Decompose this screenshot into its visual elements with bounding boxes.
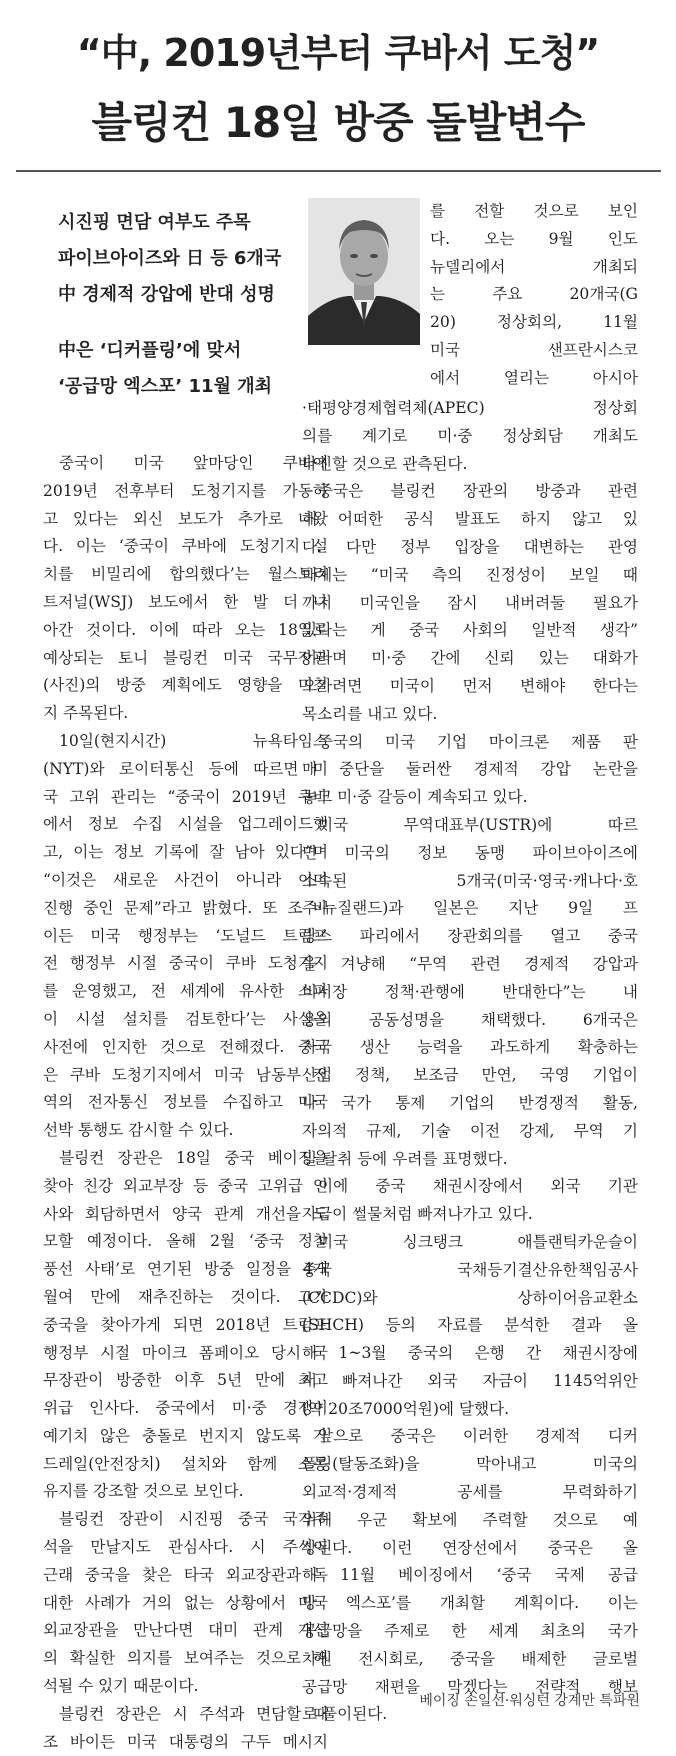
subheadline: 파이브아이즈와 日 등 6개국: [58, 248, 282, 269]
text-line: 블링컨 장관이 시진핑 중국 국가주: [59, 1510, 328, 1529]
text-line: 놓고 미·중 갈등이 계속되고 있다.: [302, 788, 528, 807]
text-line: 진행 중인 문제”라고 밝혔다. 또 조 바: [43, 898, 328, 917]
article-column-right-top: [430, 198, 638, 393]
text-line: 를 전할 것으로 보인: [430, 202, 638, 220]
text-line: 예기치 않은 충돌로 번지지 않도록 가: [43, 1426, 328, 1445]
text-line: 이에 중국 채권시장에서 외국 기관: [318, 1177, 638, 1196]
text-line: “이것은 새로운 사건이 아니라 이미: [43, 870, 328, 889]
text-line: 예상되는 토니 블링컨 미국 국무장관: [43, 648, 328, 667]
article-column-left: [43, 450, 328, 1756]
text-line: 자국 생산 능력을 과도하게 확충하는: [302, 1038, 638, 1057]
text-line: 를 운영했고, 전 세계에 유사한 스파: [43, 982, 328, 1001]
text-line: 국 고위 관리는 “중국이 2019년 쿠바: [43, 787, 328, 806]
text-line: 는 주요 20개국(G: [430, 285, 638, 304]
text-line: 중국의 미국 기업 마이크론 제품 판: [318, 732, 638, 751]
text-line: 조 바이든 미국 대통령의 구두 메시지: [43, 1732, 328, 1751]
text-line: 10일(현지시간) 뉴욕타임스: [59, 731, 328, 750]
text-line: 나 국가 통제 기업의 반경쟁적 활동,: [302, 1093, 638, 1112]
text-line: 사전에 인지한 것으로 전해졌다. 중국: [43, 1037, 328, 1056]
text-line: 근래 중국을 찾은 타국 외교장관과 독: [43, 1565, 328, 1584]
text-line: 고 있다는 외신 보도가 추가로 나왔: [43, 509, 328, 528]
text-line: 월여 만에 재추진하는 것이다. 그가: [43, 1287, 328, 1306]
text-line: 의 확실한 의지를 보여주는 것으로 해: [43, 1649, 328, 1668]
text-line: 대한 사례가 거의 없는 상황에서 미국: [43, 1593, 328, 1612]
text-line: 행정부 시절 마이크 폼페이오 당시 국: [43, 1343, 328, 1362]
byline: 베이징 손일선·워싱턴 강계만 특파원: [419, 1693, 640, 1709]
subheadline: 中은 ‘디커플링’에 맞서: [58, 340, 242, 361]
text-line: 외교장관을 만난다면 대미 관계 개선: [43, 1621, 328, 1640]
text-line: 석을 만날지도 관심사다. 시 주석이: [43, 1538, 328, 1557]
text-line: 매체는 “미국 측의 진정성이 보일 때: [302, 565, 638, 584]
text-line: 드레일(안전장치) 설치와 함께 소통: [43, 1454, 328, 1473]
portrait-photo-icon: [308, 198, 420, 345]
text-line: 다. 오는 9월 인도: [430, 229, 638, 248]
headline-line-1: “中, 2019년부터 쿠바서 도청”: [76, 31, 600, 75]
text-line: ·태평양경제협력체(APEC) 정상회: [302, 399, 638, 417]
text-line: 밀 탈취 등에 우려를 표명했다.: [302, 1149, 508, 1168]
text-line: 오가려면 미국이 먼저 변해야 한다는: [302, 676, 638, 695]
text-line: 블링컨 장관은 시 주석과 면담할 때: [59, 1704, 328, 1723]
text-line: 전 행정부 시절 중국이 쿠바 도청기지: [43, 954, 328, 973]
text-line: 무장관이 방중한 이후 5년 만에 최고: [43, 1371, 328, 1390]
text-line: 미국 무역대표부(USTR)에 따르: [318, 815, 638, 834]
text-line: 미국 싱크탱크 애틀랜틱카운슬이: [318, 1232, 638, 1251]
subheadline: 시진핑 면담 여부도 주목: [58, 212, 251, 233]
portrait-photo: [308, 198, 420, 345]
text-line: 주·뉴질랜드)과 일본은 지난 9일 프: [302, 899, 638, 918]
text-line: 석될 수 있기 때문이다.: [43, 1677, 199, 1696]
text-line: 의를 계기로 미·중 정상회담 개최도: [302, 426, 638, 445]
text-line: 목소리를 내고 있다.: [302, 704, 438, 723]
text-line: (NYT)와 로이터통신 등에 따르면 미: [43, 759, 328, 778]
text-line: (CCDC)와 상하이어음교환소: [302, 1288, 638, 1307]
article-column-right: [302, 395, 638, 1729]
text-line: 에서 정보 수집 시설을 업그레이드했: [43, 815, 328, 834]
text-line: 찾아 친강 외교부장 등 중국 고위급 인: [43, 1176, 328, 1195]
text-line: 블링컨 장관은 18일 중국 베이징을: [59, 1148, 328, 1167]
text-line: 비시장 정책·관행에 반대한다”는 내: [302, 982, 638, 1001]
text-line: 용의 공동성명을 채택했다. 6개국은: [302, 1010, 638, 1029]
text-line: 차원 전시회로, 중국을 배제한 글로벌: [302, 1649, 638, 1668]
text-line: 상된다. 이런 연장선에서 중국은 올: [302, 1538, 638, 1557]
headline-divider: [16, 170, 661, 172]
text-line: 중국이 미국 앞마당인 쿠바에: [59, 454, 328, 472]
text-line: 자의적 규제, 기술 이전 강제, 무역 기: [302, 1121, 638, 1140]
text-line: 모할 예정이다. 올해 2월 ‘중국 정찰: [43, 1232, 328, 1251]
text-line: 유지를 강조할 것으로 보인다.: [43, 1482, 244, 1501]
text-line: 위급 인사다. 중국에서 미·중 경쟁이: [43, 1399, 328, 1418]
text-line: 중국 국채등기결산유한책임공사: [302, 1260, 638, 1279]
text-line: 다. 다만 정부 입장을 대변하는 관영: [302, 537, 638, 556]
text-line: 트저널(WSJ) 보도에서 한 발 더 나: [43, 592, 328, 611]
text-line: 매 중단을 둘러싼 경제적 강압 논란을: [302, 760, 638, 779]
text-line: 해 어떠한 공식 발표도 하지 않고 있: [302, 510, 638, 529]
text-line: 타진할 것으로 관측된다.: [302, 454, 468, 473]
subheadline: ‘공급망 엑스포’ 11월 개최: [58, 376, 273, 397]
text-line: 까지 미국인을 잠시 내버려둘 필요가: [302, 593, 638, 612]
text-line: 산업 정책, 보조금 만연, 국영 기업이: [302, 1066, 638, 1085]
text-line: 앞으로 중국은 이러한 경제적 디커: [318, 1427, 638, 1446]
text-line: 로 풀이된다.: [302, 1705, 388, 1724]
text-line: 이 시설 설치를 검토한다’는 사실을: [43, 1009, 328, 1028]
text-line: 사와 회담하면서 양국 관계 개선을 도: [43, 1204, 328, 1223]
text-line: 외교적·경제적 공세를 무력화하기: [302, 1483, 638, 1502]
text-line: 망 엑스포’를 개최할 계획이다. 이는: [302, 1594, 638, 1613]
headline-line-2: 블링컨 18일 방중 돌발변수: [91, 98, 585, 147]
text-line: 이든 미국 행정부는 ‘도널드 트럼프: [43, 926, 328, 945]
text-line: 은 쿠바 도청기지에서 미국 남동부 전: [43, 1065, 328, 1084]
subheadline-block: [58, 205, 318, 405]
text-line: 고, 이는 정보 기록에 잘 남아 있다”며: [43, 843, 328, 862]
text-line: 면 미국의 정보 동맹 파이브아이즈에: [302, 843, 638, 862]
text-line: 선박 통행도 감시할 수 있다.: [43, 1121, 234, 1140]
text-line: 중국은 블링컨 장관의 방중과 관련: [318, 482, 638, 501]
text-line: (약 20조7000억원)에 달했다.: [302, 1399, 510, 1418]
text-line: 역의 전자통신 정보를 수집하고 미국: [43, 1093, 328, 1112]
text-line: 에서 열리는 아시아: [430, 368, 638, 387]
text-line: 서 빠져나간 외국 자금이 1145억위안: [302, 1371, 638, 1390]
text-line: 풍선 사태’로 연기된 방중 일정을 4개: [43, 1260, 328, 1279]
text-line: 공급망을 주제로 한 세계 최초의 국가: [302, 1622, 638, 1641]
text-line: 있다는 게 중국 사회의 일반적 생각”: [302, 621, 638, 640]
text-line: 중국을 찾아가게 되면 2018년 트럼프: [43, 1315, 328, 1334]
text-line: 위해 우군 확보에 주력할 것으로 예: [302, 1510, 638, 1529]
text-line: (SHCH) 등의 자료를 분석한 결과 올: [302, 1316, 638, 1335]
text-line: 플링(탈동조화)을 막아내고 미국의: [302, 1455, 638, 1474]
text-line: 다. 이는 ‘중국이 쿠바에 도청기지 설: [43, 537, 328, 556]
text-line: 을 겨냥해 “무역 관련 경제적 강압과: [302, 954, 638, 973]
text-line: 미국 샌프란시스코: [430, 340, 638, 359]
text-line: (사진)의 방중 계획에도 영향을 미칠: [43, 676, 328, 695]
text-line: 이라며 미·중 간에 신뢰 있는 대화가: [302, 649, 638, 668]
text-line: 뉴델리에서 개최되: [430, 257, 638, 276]
text-line: 해 11월 베이징에서 ‘중국 국제 공급: [302, 1566, 638, 1585]
text-line: 랑스 파리에서 장관회의를 열고 중국: [302, 927, 638, 946]
subheadline: 中 경제적 강압에 반대 성명: [58, 284, 275, 305]
text-line: 20) 정상회의, 11월: [430, 313, 638, 332]
text-line: 공급망 재편을 막겠다는 전략적 행보: [302, 1677, 638, 1696]
text-line: 소속된 5개국(미국·영국·캐나다·호: [302, 871, 638, 890]
text-line: 2019년 전후부터 도청기지를 가동하: [43, 481, 328, 500]
text-line: 자금이 썰물처럼 빠져나가고 있다.: [302, 1205, 533, 1224]
text-line: 치를 비밀리에 합의했다’는 월스트리: [43, 565, 328, 584]
text-line: 아간 것이다. 이에 따라 오는 18일로: [43, 620, 328, 639]
text-line: 지 주목된다.: [43, 704, 129, 723]
text-line: 해 1~3월 중국의 은행 간 채권시장에: [302, 1344, 638, 1363]
